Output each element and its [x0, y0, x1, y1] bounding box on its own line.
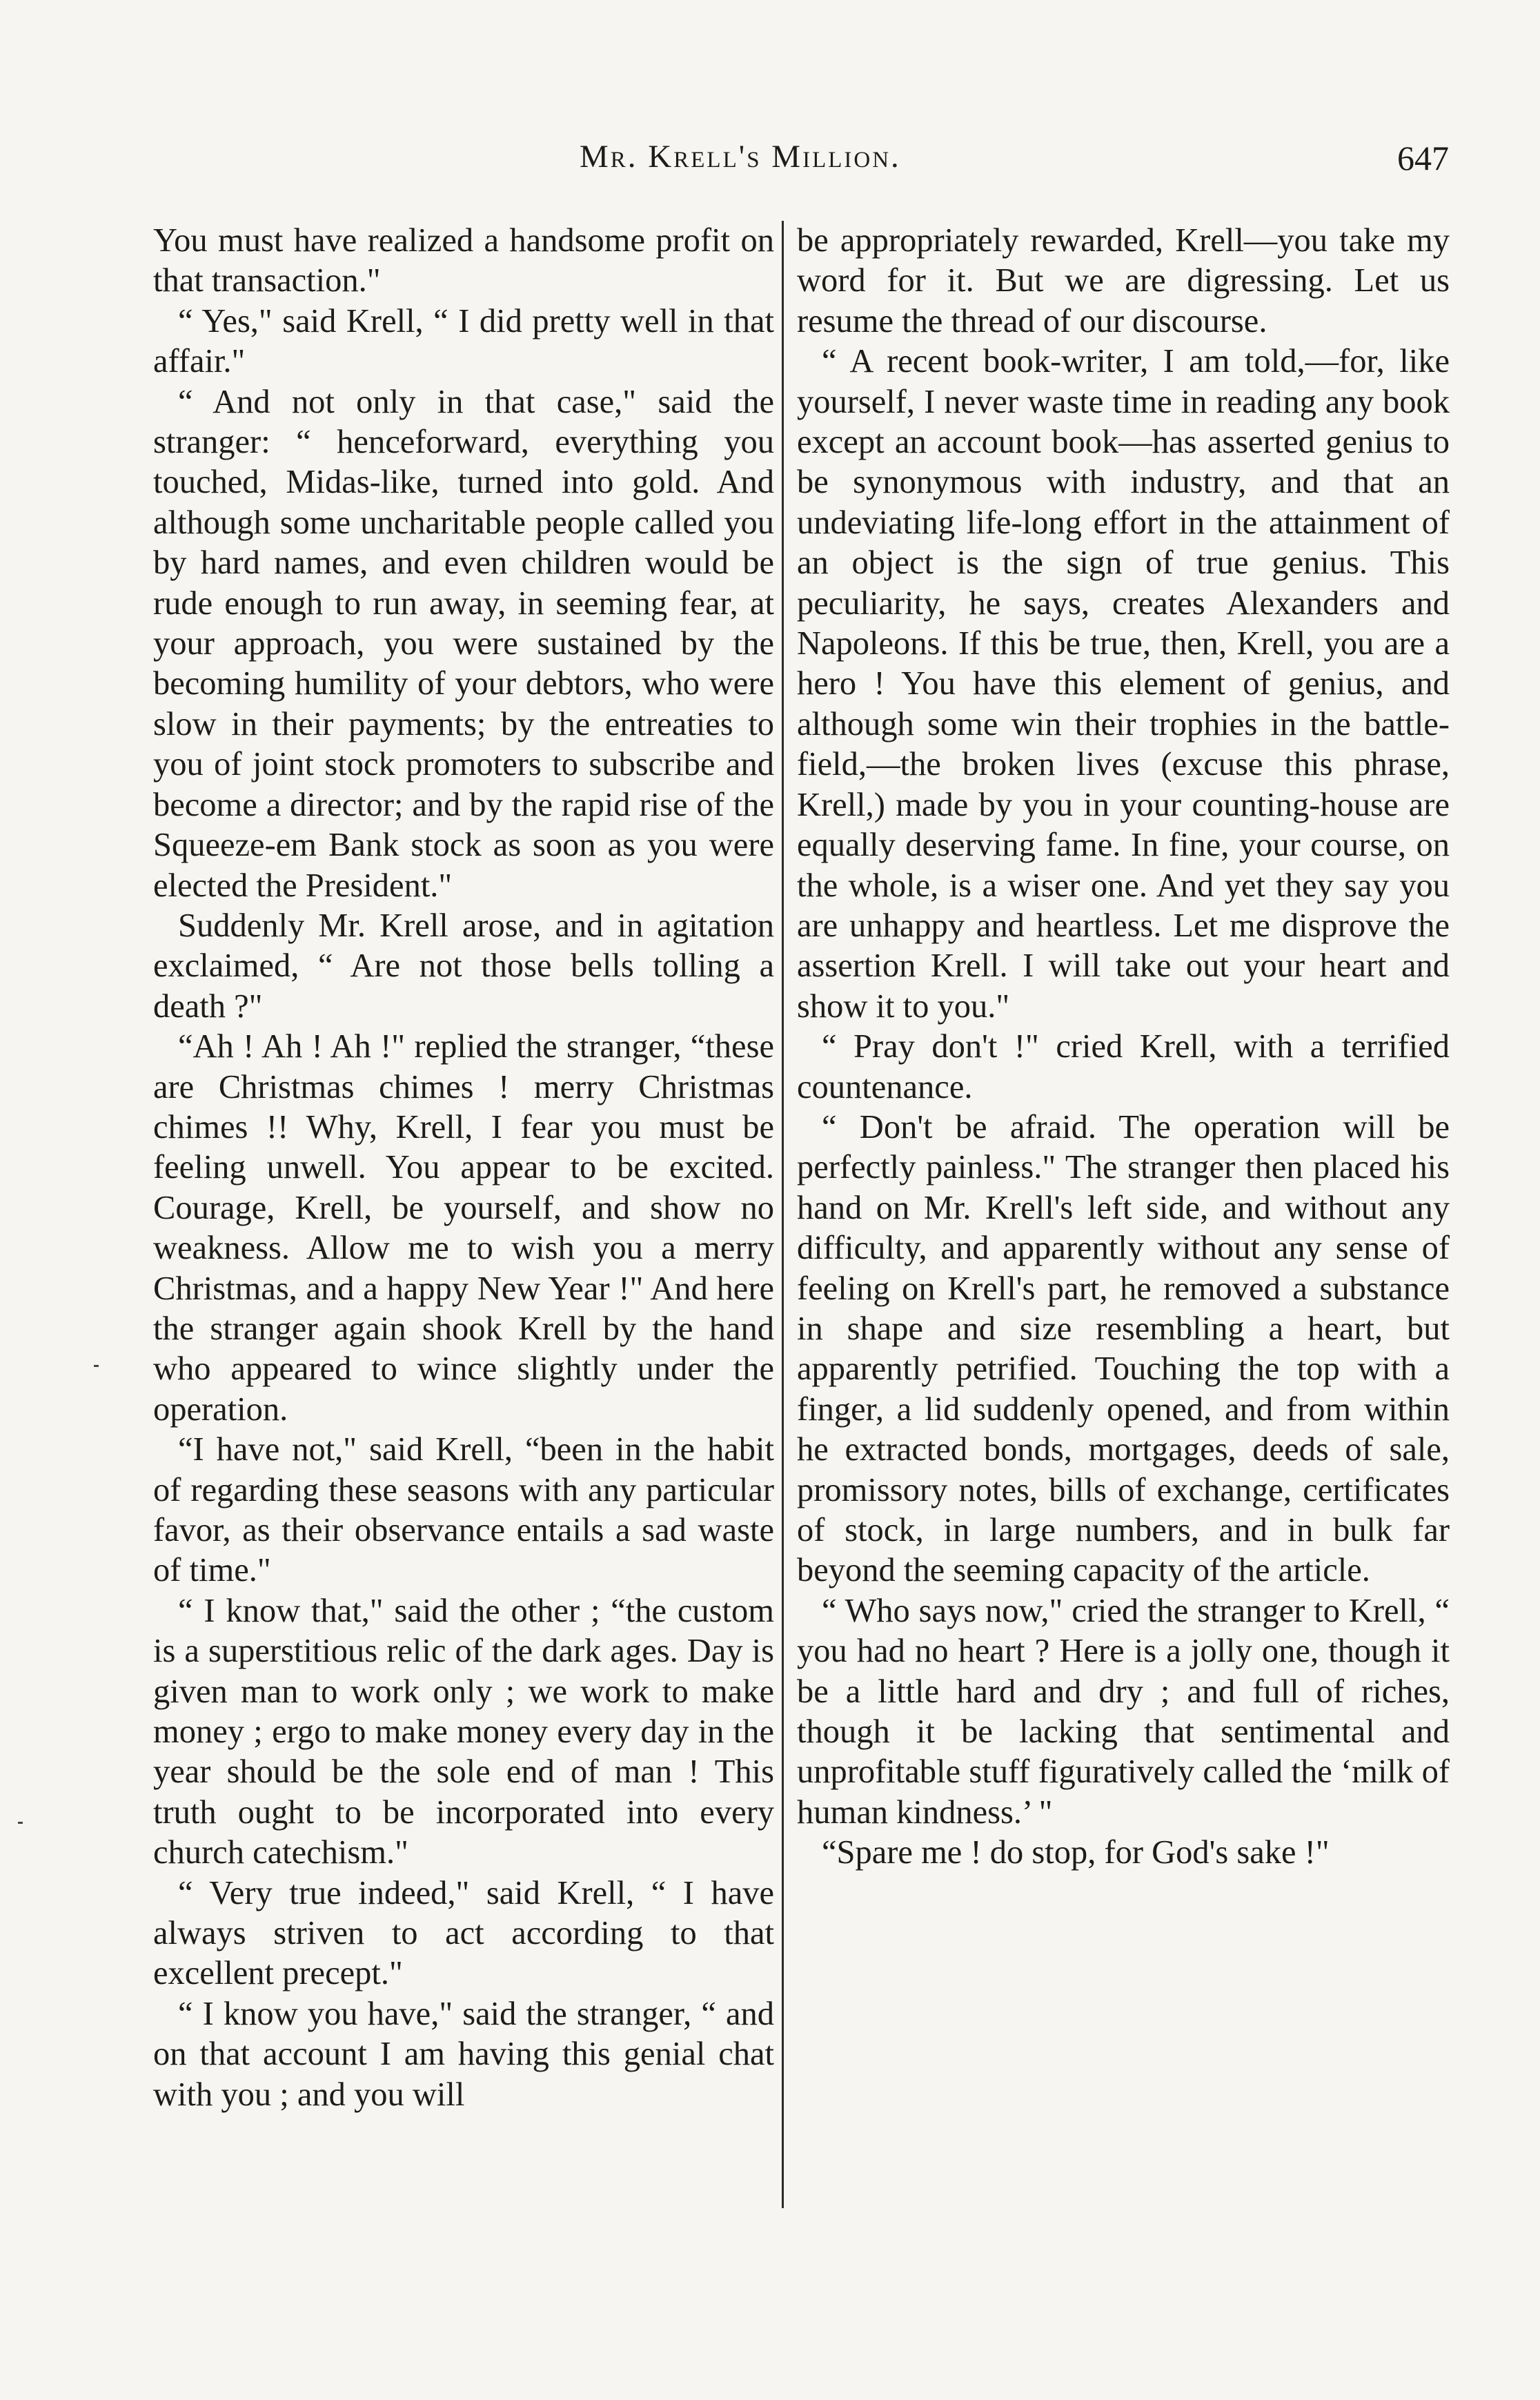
- paragraph: “Spare me ! do stop, for God's sake !": [822, 1834, 1330, 1871]
- paragraph: “ Very true indeed," said Krell, “ I have always striven to act according to that excellent precept.": [153, 1874, 774, 1992]
- margin-speck: [18, 1822, 23, 1824]
- paragraph: You must have realized a handsome profit on that transaction.": [153, 222, 774, 299]
- paragraph: “ Pray don't !" cried Krell, with a terrified countenance.: [797, 1028, 1450, 1105]
- running-head: [152, 138, 1449, 186]
- paragraph: “ I know you have," said the stranger, “ and on that account I am having this genial chat with you ; and you will: [153, 1995, 774, 2113]
- paragraph: “ Who says now," cried the stranger to Krell, “ you had no heart ? Here is a jolly one, though it be a little hard and dry ; and full of riches, though it be lacking that sentimental and unprofitable stuff figuratively called the ‘milk of human kindness.’ ": [797, 1592, 1450, 1831]
- paragraph: “ I know that," said the other ; “the custom is a superstitious relic of the dark ages. Day is given man to work only ; we work to make money ; ergo to make money every day in the year should be the sole end of man ! This truth ought to be incorporated into every church catechism.": [153, 1592, 774, 1871]
- left-column: [153, 221, 774, 2115]
- paragraph: “Ah ! Ah ! Ah !" replied the stranger, “these are Christmas chimes ! merry Christmas chimes !! Why, Krell, I fear you must be feeling unwell. You appear to be excited. Courage, Krell, be yourself, and show no weakness. Allow me to wish you a merry Christmas, and a happy New Year !" And here the stranger again shook Krell by the hand who appeared to wince slightly under the operation.: [153, 1028, 774, 1428]
- paragraph: “ Don't be afraid. The operation will be perfectly painless." The stranger then placed his hand on Mr. Krell's left side, and without any difficulty, and apparently without any sense of feeling on Krell's part, he removed a substance in shape and size resembling a heart, but apparently petrified. Touching the top with a finger, a lid suddenly opened, and from within he extracted bonds, mortgages, deeds of sale, promissory notes, bills of exchange, certificates of stock, in large numbers, and in bulk far beyond the seeming capacity of the article.: [797, 1108, 1450, 1589]
- paragraph: “ Yes," said Krell, “ I did pretty well in that affair.": [153, 302, 774, 380]
- page-number: 647: [1397, 139, 1449, 177]
- paragraph: be appropriately rewarded, Krell—you take my word for it. But we are digressing. Let us resume the thread of our discourse.: [797, 222, 1450, 340]
- running-title: Mr. Krell's Million.: [580, 139, 901, 175]
- paragraph: “I have not," said Krell, “been in the habit of regarding these seasons with any particular favor, as their observance entails a sad waste of time.": [153, 1431, 774, 1589]
- column-divider: [782, 221, 784, 2208]
- paragraph: “ A recent book-writer, I am told,—for, like yourself, I never waste time in reading any book except an account book—has asserted genius to be synonymous with industry, and that an undeviating life-long effort in the attainment of an object is the sign of true genius. This peculiarity, he says, creates Alexanders and Napoleons. If this be true, then, Krell, you are a hero ! You have this element of genius, and although some win their trophies in the battle-field,—the broken lives (excuse this phrase, Krell,) made by you in your counting-house are equally deserving fame. In fine, your course, on the whole, is a wiser one. And yet they say you are unhappy and heartless. Let me disprove the assertion Krell. I will take out your heart and show it to you.": [797, 343, 1450, 1025]
- paragraph: “ And not only in that case," said the stranger: “ henceforward, everything you touched, Midas-like, turned into gold. And although some uncharitable people called you by hard names, and even children would be rude enough to run away, in seeming fear, at your approach, you were sustained by the becoming humility of your debtors, who were slow in their payments; by the entreaties to you of joint stock promoters to subscribe and become a director; and by the rapid rise of the Squeeze-em Bank stock as soon as you were elected the President.": [153, 383, 774, 904]
- paragraph: Suddenly Mr. Krell arose, and in agitation exclaimed, “ Are not those bells tolling a death ?": [153, 907, 774, 1025]
- right-column: [797, 221, 1450, 1873]
- margin-speck: [94, 1365, 99, 1367]
